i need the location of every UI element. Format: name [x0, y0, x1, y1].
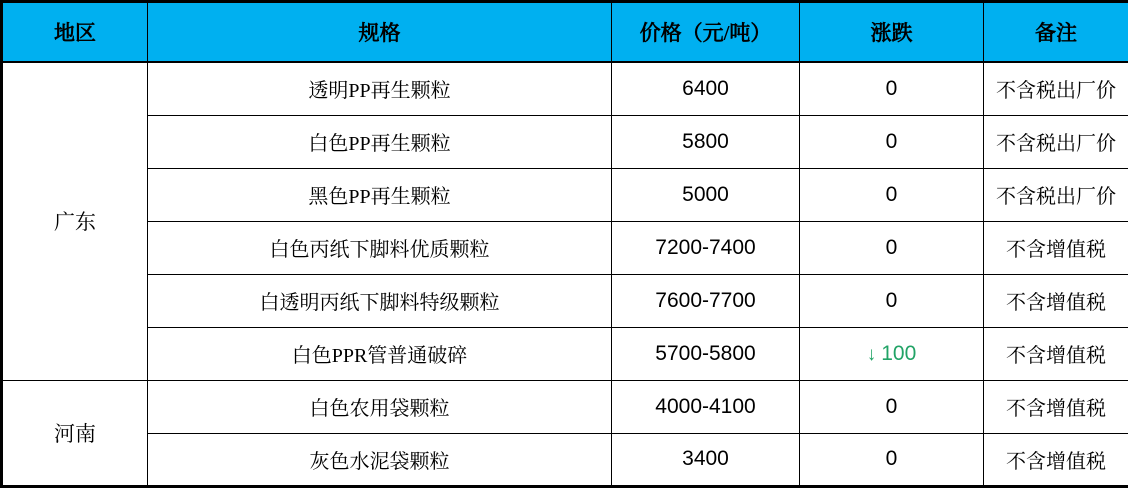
cell-change: 0 [800, 62, 984, 115]
cell-change: 0 [800, 221, 984, 274]
cell-price: 4000-4100 [612, 380, 800, 433]
cell-note: 不含税出厂价 [984, 62, 1128, 115]
cell-price: 7600-7700 [612, 274, 800, 327]
cell-spec: 灰色水泥袋颗粒 [148, 433, 612, 486]
cell-price: 5000 [612, 168, 800, 221]
cell-change: 0 [800, 168, 984, 221]
cell-spec: 透明PP再生颗粒 [148, 62, 612, 115]
cell-spec: 白色PP再生颗粒 [148, 115, 612, 168]
cell-spec: 白色丙纸下脚料优质颗粒 [148, 221, 612, 274]
cell-note: 不含增值税 [984, 221, 1128, 274]
cell-note: 不含增值税 [984, 274, 1128, 327]
cell-spec: 白透明丙纸下脚料特级颗粒 [148, 274, 612, 327]
table-row [2, 168, 1128, 221]
cell-change: 0 [800, 115, 984, 168]
region-cell-henan: 河南 [2, 380, 148, 486]
down-arrow-icon: ↓ [867, 344, 877, 366]
table-row [2, 62, 1128, 115]
change-value: 100 [881, 342, 916, 365]
cell-price: 5800 [612, 115, 800, 168]
cell-note: 不含税出厂价 [984, 168, 1128, 221]
cell-change: 0 [800, 274, 984, 327]
table-body [2, 62, 1128, 486]
cell-spec: 黑色PP再生颗粒 [148, 168, 612, 221]
cell-note: 不含增值税 [984, 433, 1128, 486]
cell-price: 6400 [612, 62, 800, 115]
cell-price: 3400 [612, 433, 800, 486]
col-header-change: 涨跌 [800, 2, 984, 63]
cell-spec: 白色PPR管普通破碎 [148, 327, 612, 380]
col-header-spec: 规格 [148, 2, 612, 63]
cell-note: 不含税出厂价 [984, 115, 1128, 168]
table-row [2, 327, 1128, 380]
table-row [2, 380, 1128, 433]
cell-note: 不含增值税 [984, 327, 1128, 380]
cell-change-down [800, 327, 984, 380]
header-row [2, 2, 1128, 63]
table-header [2, 2, 1128, 63]
col-header-note: 备注 [984, 2, 1128, 63]
table-row [2, 274, 1128, 327]
cell-change: 0 [800, 380, 984, 433]
cell-note: 不含增值税 [984, 380, 1128, 433]
cell-spec: 白色农用袋颗粒 [148, 380, 612, 433]
col-header-region: 地区 [2, 2, 148, 63]
cell-price: 5700-5800 [612, 327, 800, 380]
table-row [2, 115, 1128, 168]
col-header-price: 价格（元/吨） [612, 2, 800, 63]
table-row [2, 221, 1128, 274]
region-cell-guangdong: 广东 [2, 62, 148, 380]
table-row [2, 433, 1128, 486]
cell-change: 0 [800, 433, 984, 486]
cell-price: 7200-7400 [612, 221, 800, 274]
